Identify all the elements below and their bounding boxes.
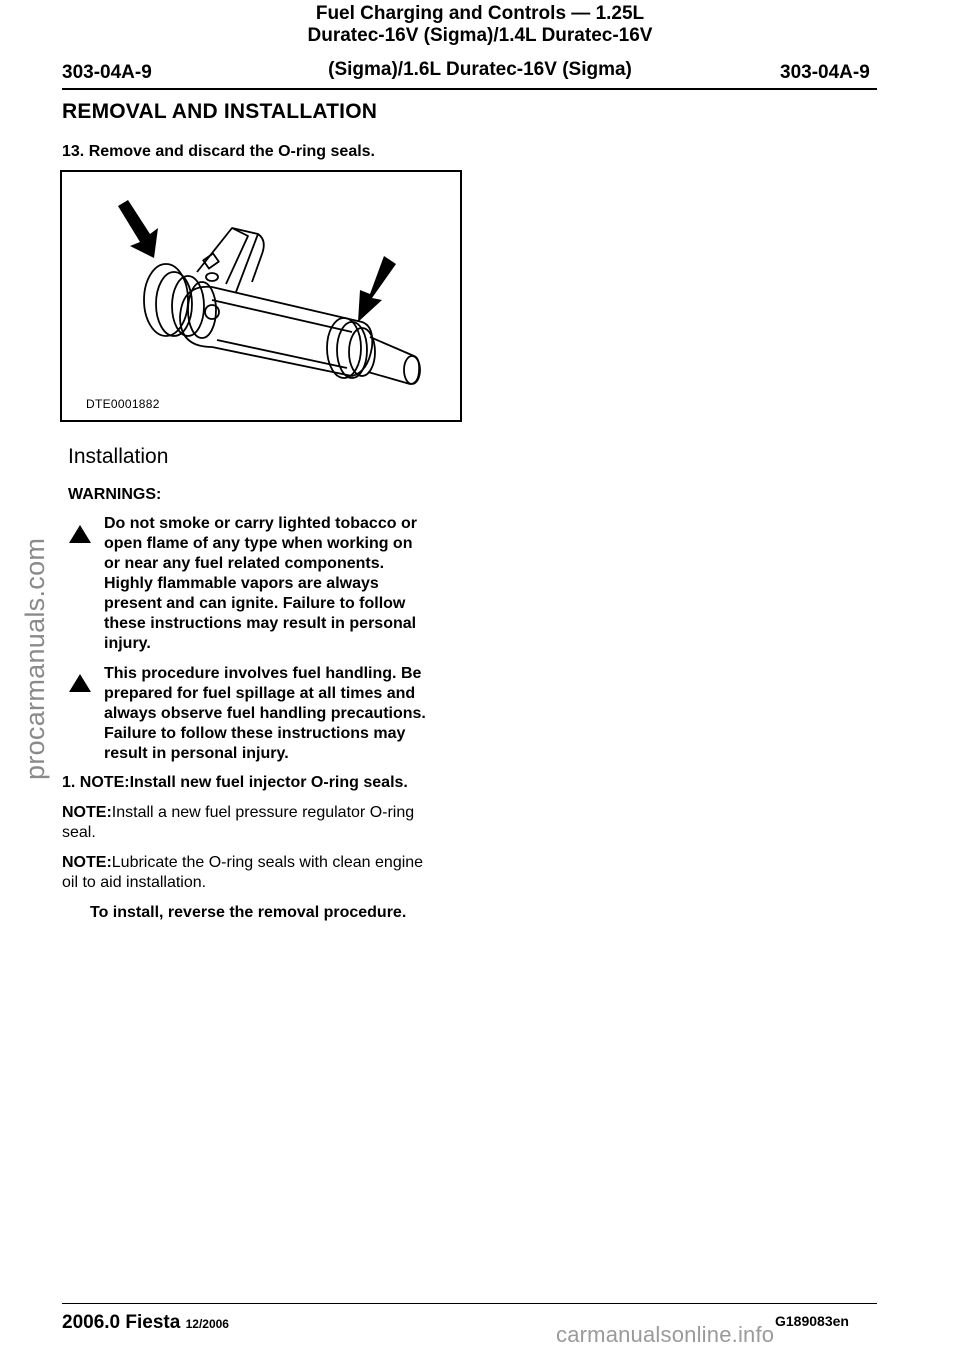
warning-2-line: always observe fuel handling precautions. xyxy=(104,705,426,722)
note-label: NOTE: xyxy=(62,804,112,821)
note-1-line-2: seal. xyxy=(62,824,96,841)
note-label: NOTE: xyxy=(62,854,112,871)
note-2-line-1: Lubricate the O-ring seals with clean engine xyxy=(111,854,424,871)
note-1 xyxy=(62,803,462,843)
warning-1-line: Highly flammable vapors are always xyxy=(104,575,379,592)
warning-2-line: This procedure involves fuel handling. Be xyxy=(104,665,422,682)
watermark-left: procarmanuals.com xyxy=(20,537,50,780)
header-title-line-3: (Sigma)/1.6L Duratec-16V (Sigma) xyxy=(328,59,632,80)
footer-doc-code: G189083en xyxy=(775,1313,849,1329)
warning-triangle-icon xyxy=(68,673,92,693)
warnings-label: WARNINGS: xyxy=(68,486,162,503)
step-1: 1. NOTE:Install new fuel injector O-ring seals. xyxy=(62,774,408,791)
figure-frame xyxy=(60,170,462,422)
warning-2-line: result in personal injury. xyxy=(104,745,289,762)
figure-code: DTE0001882 xyxy=(86,397,160,411)
footer-rule xyxy=(62,1303,877,1304)
page-code-right: 303-04A-9 xyxy=(780,62,870,83)
warning-1-line: open flame of any type when working on xyxy=(104,535,413,552)
section-title: REMOVAL AND INSTALLATION xyxy=(62,100,378,123)
warning-2 xyxy=(104,664,476,764)
warning-1 xyxy=(104,514,476,654)
warning-1-line: these instructions may result in personal xyxy=(104,615,417,632)
warning-1-line: present and can ignite. Failure to follow xyxy=(104,595,406,612)
installation-heading: Installation xyxy=(68,445,169,468)
warning-1-line: or near any fuel related components. xyxy=(104,555,385,572)
note-2-line-2: oil to aid installation. xyxy=(62,874,207,891)
warning-2-line: Failure to follow these instructions may xyxy=(104,725,406,742)
watermark-bottom: carmanualsonline.info xyxy=(556,1322,775,1347)
note-2 xyxy=(62,853,462,893)
fuel-injector-illustration xyxy=(62,172,460,420)
footer-date: 12/2006 xyxy=(185,1317,229,1331)
final-instruction: To install, reverse the removal procedure. xyxy=(90,904,407,921)
warning-1-line: Do not smoke or carry lighted tobacco or xyxy=(104,515,417,532)
header-rule xyxy=(62,88,877,90)
page-code-left: 303-04A-9 xyxy=(62,62,152,83)
step-13: 13. Remove and discard the O-ring seals. xyxy=(62,143,375,160)
warning-1-line: injury. xyxy=(104,635,151,652)
warning-2-line: prepared for fuel spillage at all times and xyxy=(104,685,416,702)
footer-model-name: 2006.0 Fiesta xyxy=(62,1312,181,1333)
header-title-line-2: Duratec-16V (Sigma)/1.4L Duratec-16V xyxy=(307,25,653,46)
note-1-line-1: Install a new fuel pressure regulator O-ring xyxy=(111,804,415,821)
footer-model xyxy=(62,1312,229,1334)
warning-triangle-icon xyxy=(68,524,92,544)
header-title-line-1: Fuel Charging and Controls — 1.25L xyxy=(315,3,645,24)
